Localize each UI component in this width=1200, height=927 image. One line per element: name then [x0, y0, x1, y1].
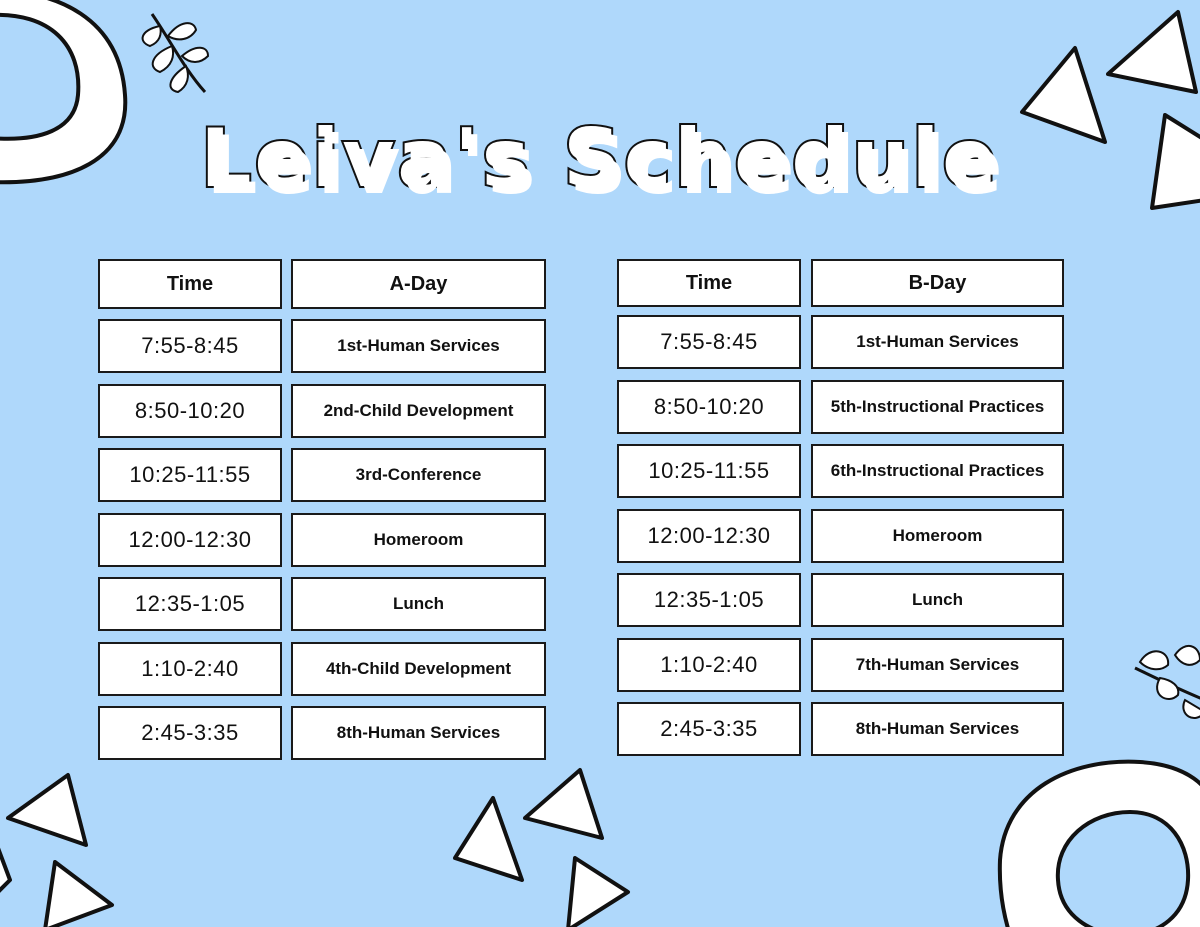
b-day-class-cell: 5th-Instructional Practices [811, 380, 1064, 434]
b-day-time-cell: 8:50-10:20 [617, 380, 801, 434]
a-day-class-cell: Lunch [291, 577, 546, 631]
b-day-time-cell: 1:10-2:40 [617, 638, 801, 692]
a-day-time-cell: 7:55-8:45 [98, 319, 282, 373]
page-title: Leiva's Schedule [200, 112, 1000, 205]
b-day-class-cell: 6th-Instructional Practices [811, 444, 1064, 498]
a-day-class-cell: 2nd-Child Development [291, 384, 546, 438]
a-day-class-cell: Homeroom [291, 513, 546, 567]
leaf-sprig-icon [1135, 646, 1200, 718]
triangle-shape [0, 775, 112, 927]
a-day-time-cell: 2:45-3:35 [98, 706, 282, 760]
b-day-class-cell: 1st-Human Services [811, 315, 1064, 369]
a-day-class-cell: 4th-Child Development [291, 642, 546, 696]
b-day-time-cell: 2:45-3:35 [617, 702, 801, 756]
b-day-class-header: B-Day [811, 259, 1064, 307]
a-day-class-header: A-Day [291, 259, 546, 309]
leaf-sprig-icon [143, 14, 208, 92]
a-day-time-cell: 12:35-1:05 [98, 577, 282, 631]
a-day-time-cell: 10:25-11:55 [98, 448, 282, 502]
b-day-class-cell: Homeroom [811, 509, 1064, 563]
a-day-time-cell: 12:00-12:30 [98, 513, 282, 567]
a-day-time-header: Time [98, 259, 282, 309]
a-day-time-cell: 1:10-2:40 [98, 642, 282, 696]
a-day-class-cell: 8th-Human Services [291, 706, 546, 760]
a-day-class-cell: 1st-Human Services [291, 319, 546, 373]
b-day-time-cell: 12:00-12:30 [617, 509, 801, 563]
b-day-class-cell: Lunch [811, 573, 1064, 627]
b-day-class-cell: 7th-Human Services [811, 638, 1064, 692]
b-day-time-cell: 7:55-8:45 [617, 315, 801, 369]
ring-shape [1000, 762, 1200, 927]
b-day-time-cell: 10:25-11:55 [617, 444, 801, 498]
triangle-shape [455, 770, 628, 927]
b-day-time-header: Time [617, 259, 801, 307]
a-day-time-cell: 8:50-10:20 [98, 384, 282, 438]
b-day-class-cell: 8th-Human Services [811, 702, 1064, 756]
b-day-time-cell: 12:35-1:05 [617, 573, 801, 627]
a-day-class-cell: 3rd-Conference [291, 448, 546, 502]
